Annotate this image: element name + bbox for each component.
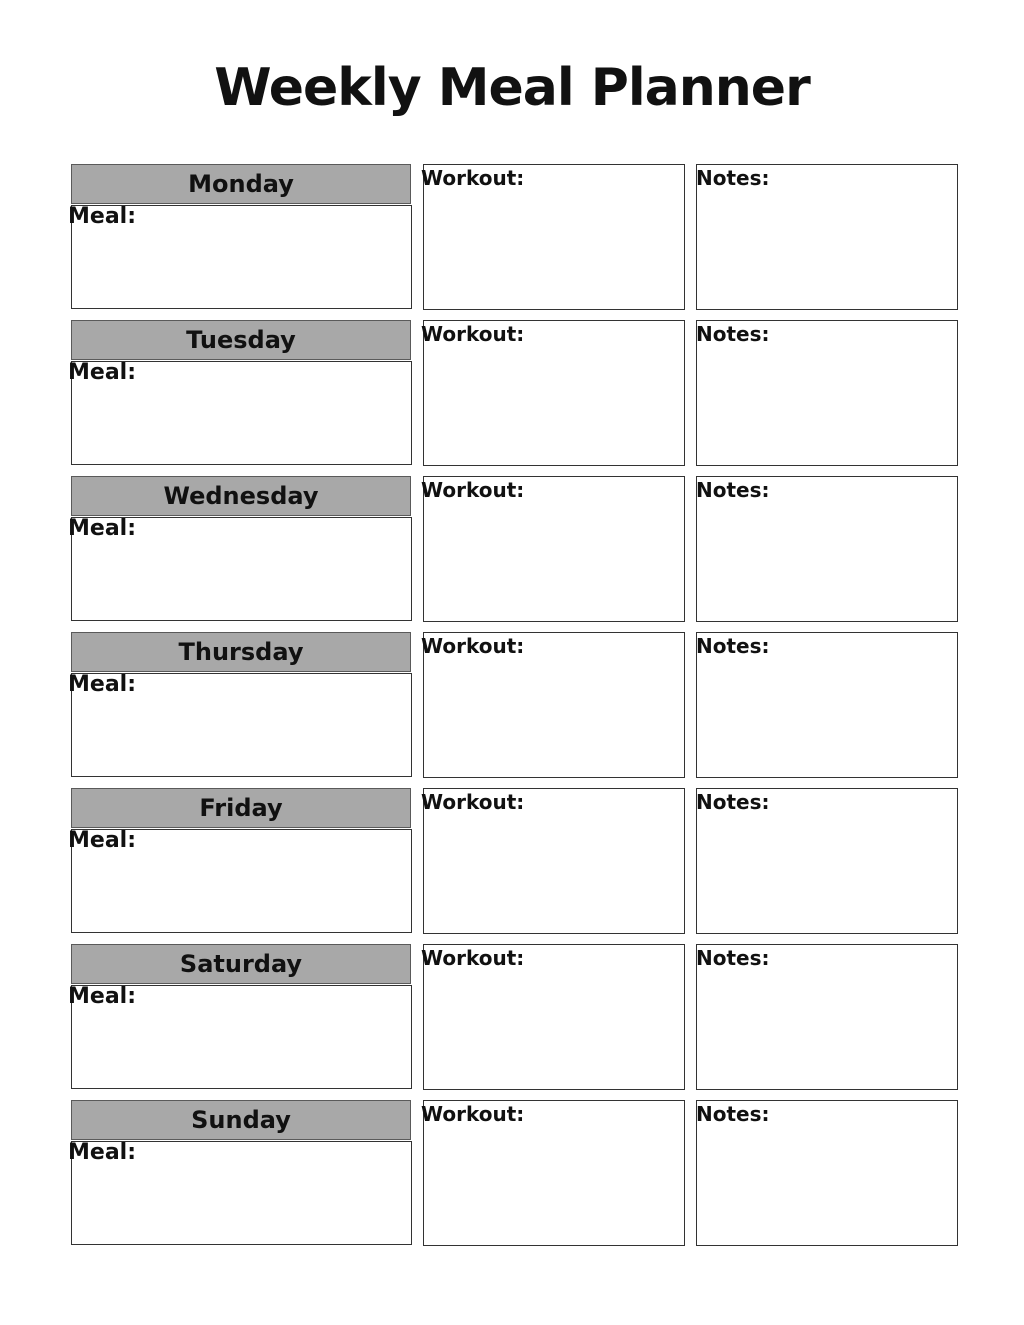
- meal-label: Meal:: [68, 828, 136, 853]
- notes-label: Notes:: [696, 634, 770, 658]
- page-title: Weekly Meal Planner: [214, 58, 810, 118]
- day-header-wednesday: Wednesday: [71, 476, 411, 516]
- day-header-friday: Friday: [71, 788, 411, 828]
- notes-label: Notes:: [696, 790, 770, 814]
- workout-label: Workout:: [421, 322, 525, 346]
- day-header-tuesday: Tuesday: [71, 320, 411, 360]
- workout-label: Workout:: [421, 790, 525, 814]
- day-header-saturday: Saturday: [71, 944, 411, 984]
- notes-label: Notes:: [696, 166, 770, 190]
- day-row-saturday: [0, 944, 1024, 1090]
- day-row-wednesday: [0, 476, 1024, 622]
- workout-label: Workout:: [421, 634, 525, 658]
- day-row-thursday: [0, 632, 1024, 778]
- day-row-friday: [0, 788, 1024, 934]
- workout-label: Workout:: [421, 478, 525, 502]
- meal-label: Meal:: [68, 516, 136, 541]
- workout-label: Workout:: [421, 946, 525, 970]
- workout-label: Workout:: [421, 1102, 525, 1126]
- meal-label: Meal:: [68, 360, 136, 385]
- meal-label: Meal:: [68, 984, 136, 1009]
- day-row-sunday: [0, 1100, 1024, 1246]
- notes-label: Notes:: [696, 322, 770, 346]
- notes-label: Notes:: [696, 1102, 770, 1126]
- meal-label: Meal:: [68, 204, 136, 229]
- day-header-thursday: Thursday: [71, 632, 411, 672]
- day-row-tuesday: [0, 320, 1024, 466]
- meal-label: Meal:: [68, 672, 136, 697]
- meal-label: Meal:: [68, 1140, 136, 1165]
- notes-label: Notes:: [696, 946, 770, 970]
- workout-label: Workout:: [421, 166, 525, 190]
- day-row-monday: [0, 164, 1024, 310]
- notes-label: Notes:: [696, 478, 770, 502]
- day-header-sunday: Sunday: [71, 1100, 411, 1140]
- day-header-monday: Monday: [71, 164, 411, 204]
